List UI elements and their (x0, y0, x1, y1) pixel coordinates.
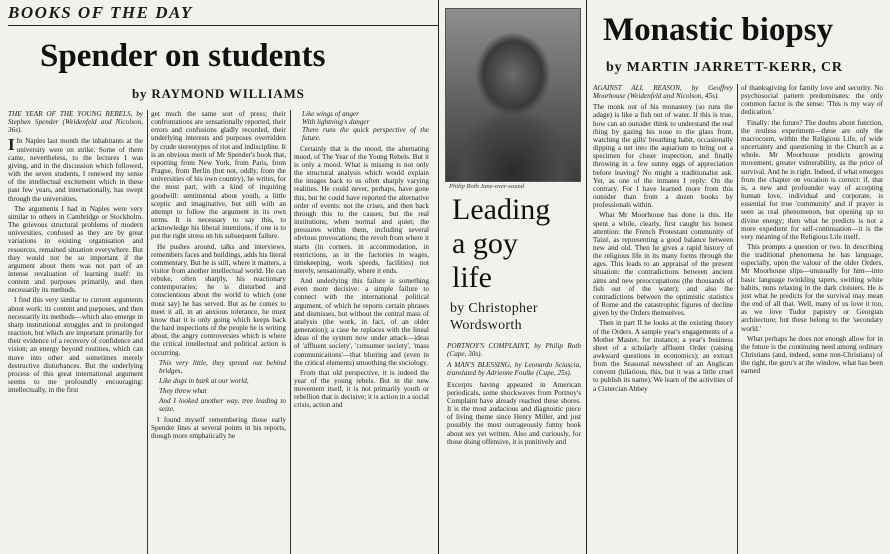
article-divider (586, 0, 587, 554)
article1-column-2 (151, 110, 286, 554)
article1-verse: And I looked another way, tree leading to seize. (159, 397, 286, 414)
article1-paragraph: Certainly that is the mood, the alternating mood, of The Year of the Young Rebels. But it is only a mood. What is missing is not only the structural analysis which would explain the images back to us often sharply varying realities. He could never, perhaps, have gone this, but he could have reported the alternative order of events: not the crises, and then back through this to the causes; but the real institutions, when normal and quiet; the pressures within them, including several obvious provocations; the revolt from where it starts (in corners, in accommodation, in restrictions, as in the factories in wages, timekeeping, work speeds, facilities) not merely, sensationally, where it ends. (294, 144, 429, 275)
author-photo (445, 8, 581, 182)
article2-headline-line3: life (452, 261, 492, 294)
column-divider (147, 110, 148, 554)
article1-verse: With lightning's danger (302, 118, 370, 127)
article1-verse: Like dogs in bark at our world, (159, 377, 249, 385)
photo-caption: Philip Roth Jane-over-sound (449, 183, 524, 190)
article1-byline: by RAYMOND WILLIAMS (132, 86, 305, 101)
article2-body (447, 342, 581, 554)
article2-citation: A MAN'S BLESSING, by Leonardo Sciascia, translated by Adrienne Foulke (Cape, 25s). (447, 361, 581, 378)
article3-column-1 (593, 84, 733, 554)
article1-verse: Like wings of anger (302, 110, 359, 118)
article1-paragraph: And underlying this failure is something even more decisive: a simple failure to connect with the international political argument, of which he reports certain phrases and dismisses, but without the central mass of analysis (the work, in fact, of an older generation); a case he replaces with the lineal ideas of the system now under attack—ideas of 'affluent society', 'consumer society', 'mass communications'—that blurring and (even in the critical elements) smoothing the sociology. (294, 277, 429, 367)
article1-column-1 (8, 110, 143, 554)
article3-paragraph: The monk out of his monastery (so runs the adage) is like a fish out of water. If this is true, how can an outsider think to understand the real thing by gazing his nose to the glass front, watching the gills' breathing habit, occasionally dipping a net into the aquarium to bring out a specimen for closer inspection, and finally throwing in a few sunny eggs of appreciation before leaving? No might a traditionalist ask. Yet, as one of the inmates I reply: On the contrary. For I have learned more from this outsider than from a dozen books by professionals within. (593, 103, 733, 210)
article3-paragraph: What perhaps he does not enough allow for in the future is the continuing need among ordinary Christians (and, indeed, some non-Christians) of the right, the guru's at the window, what has been earned (741, 334, 883, 376)
article3-paragraph: Finally: the future? The doubts about function, the restless experiment—these are only the macrocosm, within the Religious Life, of wide uncertainty and questioning in the Church as a whole. Mr Moorhouse predicts growing movement, greater vulnerability, as the price of survival. And he is right. Indeed, if what emerges from the chapter on vocation is correct: if, that is, a new and profounder way of accepting human love, individual and corporate, is essential for true 'community' and if prayer is seen as real phenomenon, but opening up to divine energy; then what he predicts is not a more expedient for self-continuation—it is the very meaning of the Religious Life itself. (741, 118, 883, 241)
article3-byline: by MARTIN JARRETT-KERR, CR (606, 60, 843, 75)
article2-byline-line1: by Christopher (450, 301, 538, 316)
article1-paragraph: I find this very similar to current arguments about work: its content and purposes, and then necessarily its methods—which also emerge in sharp institutional struggles and in prolonged reaction, but which are important primarily for their evidence of a recovery of confidence and vision; an energy beyond routines, which can move into other and sometimes merely destructive disturbances. But the underlying process of this great international argument seems to me profoundly encouraging: intellectually, in the first (8, 296, 143, 395)
article3-paragraph: of thanksgiving for family love and security. No psychosocial pattern predominates: the only common factor is the sense: 'This is my way of dedication.' (741, 84, 883, 117)
column-divider (737, 84, 738, 554)
article3-citation: AGAINST ALL REASON, by Geoffrey Moorhouse (Weidenfeld and Nicolson, 45s). (593, 84, 733, 101)
article3-column-2 (741, 84, 883, 554)
article3-paragraph: What Mr Moorhouse has done is this. He spent a while, clearly, first caught his honest attention: the French Protestant community of Taizé, as representing a good balance between new and old. Then he gives a rapid history of the religious life in its many forms through the ages. This leads to an appraisal of the present situation: the contradictions between ancient aims and new preoccupations (the thousands of fish out of the water); and also the contradictions between the optimistic statistics of Rome and the catastrophic figures of decline given by the Orders themselves. (593, 211, 733, 318)
article3-headline: Monastic biopsy (603, 12, 834, 48)
article1-headline: Spender on students (40, 38, 326, 74)
article1-paragraph: get much the same sort of press; their confrontations are sensationally reported, their errors and confusions gladly recorded, their underlying interests and purposes overridden by crude stereotypes of riot and indiscipline. It is an obvious merit of Mr Spender's book that, reporting from New York, from Paris, from Prague, from Berlin (but not, oddly, from the universities of his own country), he writes, for the most part, with a kind of inquiring goodwill: sentimental about youth, a little sceptic and imaginative, but still with an attempt to follow the argument in its own terms. It is necessary to say this, to acknowledge his liberal intentions, if one is to put the right stress on his subsequent failure. (151, 110, 286, 241)
article2-byline-line2: Wordsworth (450, 318, 522, 333)
article1-paragraph: I In Naples last month the inhabitants at the university were on strike. Some of them came, nevertheless, to the lectures I was giving, and in the discussion which followed, with the seven students, I renewed my sense of the intellectual excitement which in these past few years, and internationally, has swept through the universities. (8, 135, 143, 203)
article1-paragraph: The arguments I had in Naples were very similar to others in Cambridge or Stockholm. The grievous structural problems of modern universities, confused as they are by great variations in existing organisation and resources, remained situation everywhere. But they would not be so important if the argument about them was not part of an intense revaluation of learning itself: its content and purposes primarily, and then necessarily its methods. (8, 204, 143, 295)
column-divider (290, 110, 291, 554)
article1-paragraph: He pushes around, talks and interviews, remembers faces and buildings, adds his literal commentary. But he is still, where it matters, a visitor from another intellectual world. He can rebuke, often sharply, his reactionary contemporaries; he is disturbed and conscientious about the world to which (one must say) he has served. But as he comes to meet it all, in an anxious tolerance, he must know that it is only going which keeps back the hard inspections of the people he is writing about, the angry controversies which is where the critical intellectual and political action is occurring. (151, 242, 286, 357)
article1-paragraph: From that old perspective, it is indeed the year of the young rebels. But in the new movement itself, it is not primarily youth or rebellion that is decisive; it is action in a social crisis, action and (294, 368, 429, 410)
article-divider (438, 0, 439, 554)
article3-paragraph: Then in part II he looks at the existing theory of the Orders. A sample year's engagements of a Mother Master, for instance; a year's business sheet of a scholarly affluent Order (raising awkward questions in economics); an extract from the Seasonal newssheet of an Anglican convent (hilarious, this, but it was a little cruel to publish its name). We learn of the activities of a Cistercian Abbey (593, 319, 733, 393)
article1-paragraph: I found myself remembering those early Spender lines at several points in his reports, though more emphatically he (151, 415, 286, 440)
article3-paragraph: This prompts a question or two. In describing the traditional phenomena he has language, especially, upon the valour of the older Orders, Mr Moorhouse slips—unusually for him—into basic language twinkling tapers, swirling white habits, nuns relaxing in the dark cloisters. He is just what he predicts for the survival may mean the end of all that. Well, many of us love it too, as we love Tudor papistry or Georgian architecture; but these belong to the 'secondary world.' (741, 242, 883, 333)
dropcap: I (8, 135, 15, 155)
article2-headline-line2: a goy (452, 227, 518, 260)
article1-verse: There runs the quick perspective of the future. (302, 126, 429, 143)
article1-verse: This very little, they spread out behind bridges, (159, 358, 286, 375)
article2-headline-line1: Leading (452, 193, 551, 226)
section-title: BOOKS OF THE DAY (8, 3, 438, 26)
article2-citation: PORTNOY'S COMPLAINT, by Philip Roth (Cape, 30s). (447, 342, 581, 359)
article1-citation: THE YEAR OF THE YOUNG REBELS, by Stephen Spender (Weidenfeld and Nicolson, 36s). (8, 110, 143, 135)
article1-verse: They threw what (159, 387, 207, 396)
article1-column-3 (294, 110, 429, 554)
article2-paragraph: Excerpts having appeared in American periodicals, some shockwaves from Portnoy's Complaint have already reached these shores. It is the most audacious and diagnostic piece of living theme since Henry Miller, and just possibly the most outrageously funny book about sex yet written. Also and curiously, for those doing offensive, it is punitively and (447, 380, 581, 446)
